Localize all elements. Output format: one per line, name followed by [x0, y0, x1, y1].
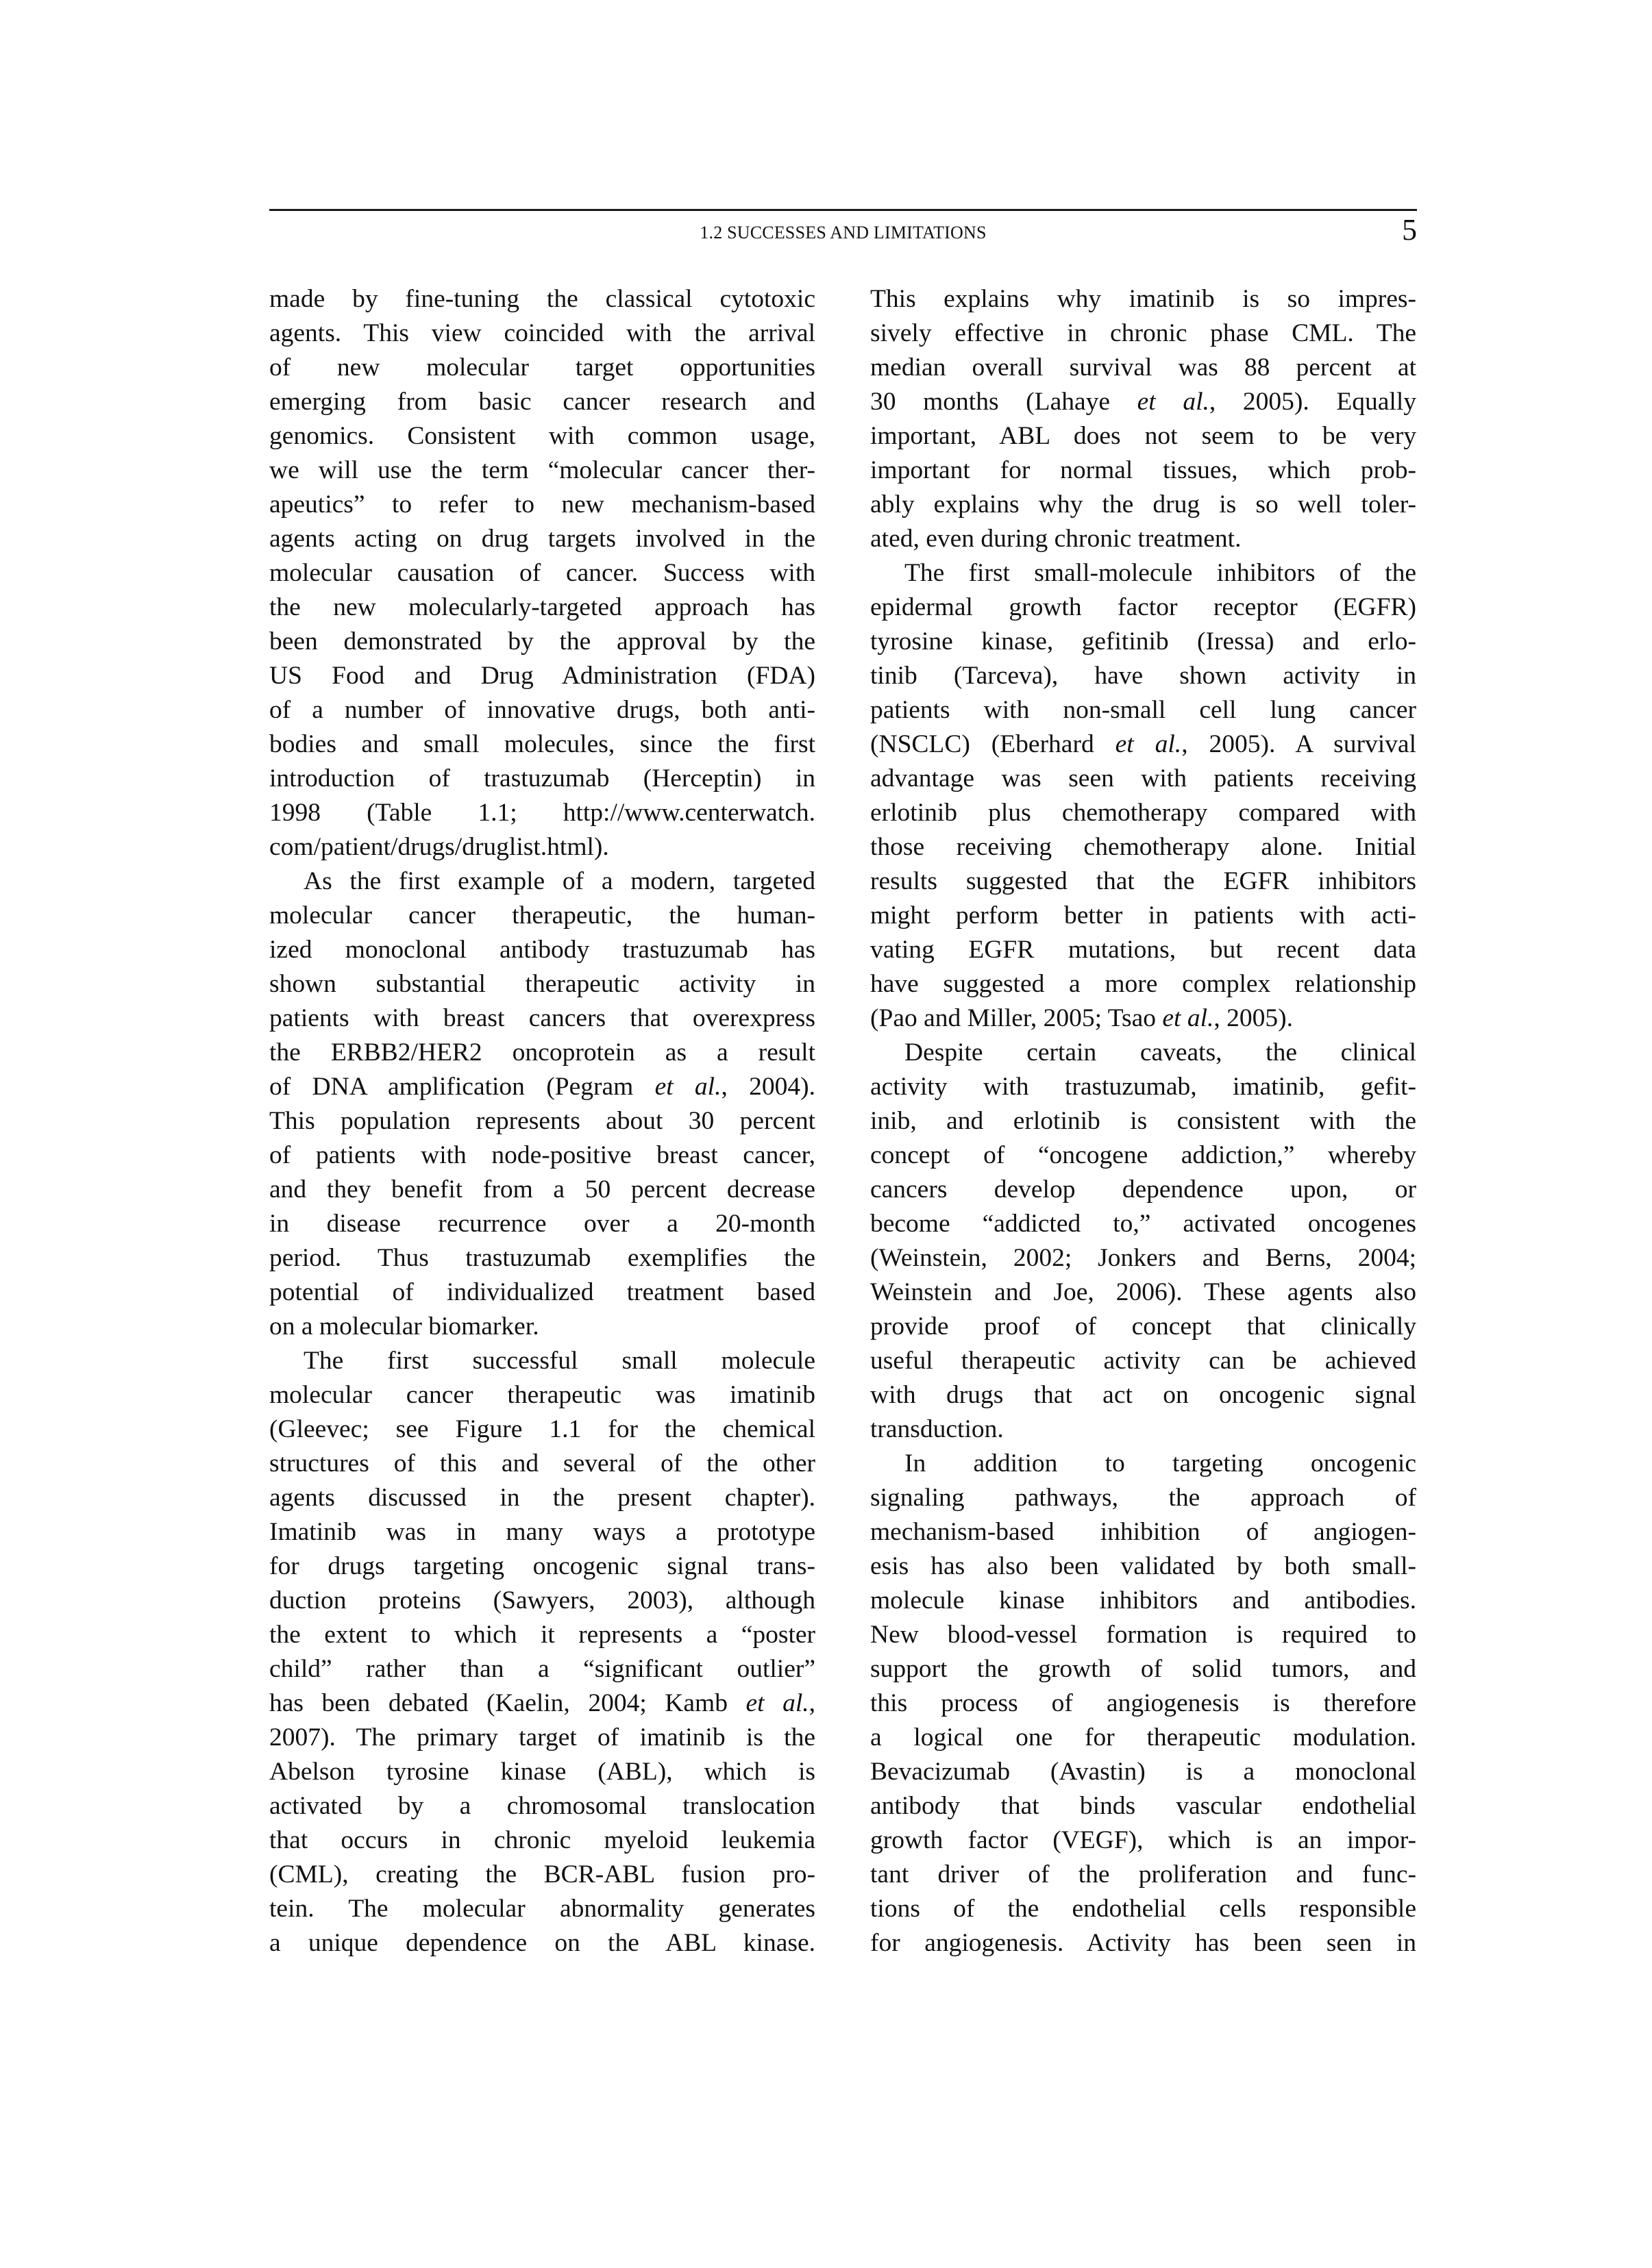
- text-line: growth factor (VEGF), which is an impor-: [870, 1826, 1416, 1854]
- text-line: transduction.: [870, 1415, 1004, 1443]
- text-line: tinib (Tarceva), have shown activity in: [870, 662, 1416, 690]
- text-line: important for normal tissues, which prob-: [870, 456, 1416, 484]
- text-line: results suggested that the EGFR inhibitors: [870, 867, 1416, 895]
- text-line: inib, and erlotinib is consistent with the: [870, 1107, 1416, 1135]
- text-line: tant driver of the proliferation and func-: [870, 1860, 1416, 1889]
- text-line: apeutics” to refer to new mechanism-based: [269, 490, 815, 519]
- italic-text: et al.: [1115, 730, 1182, 758]
- text-line: this process of angiogenesis is therefore: [870, 1689, 1416, 1717]
- text-line: com/patient/drugs/druglist.html).: [269, 833, 609, 861]
- text-line: (CML), creating the BCR-ABL fusion pro-: [269, 1860, 815, 1889]
- text-line: a unique dependence on the ABL kinase.: [269, 1929, 815, 1957]
- text-line: 1998 (Table 1.1; http://www.centerwatch.: [269, 799, 815, 827]
- text-line: of new molecular target opportunities: [269, 353, 815, 382]
- text-line: provide proof of concept that clinically: [870, 1312, 1416, 1341]
- text-line: ated, even during chronic treatment.: [870, 525, 1242, 553]
- text-line: bodies and small molecules, since the first: [269, 730, 815, 758]
- text-line: cancers develop dependence upon, or: [870, 1175, 1416, 1204]
- text-line: for drugs targeting oncogenic signal trans-: [269, 1552, 815, 1580]
- page-number: 5: [1402, 213, 1417, 247]
- text-line: a logical one for therapeutic modulation.: [870, 1723, 1416, 1752]
- text-line: Abelson tyrosine kinase (ABL), which is: [269, 1758, 815, 1786]
- text-line: Bevacizumab (Avastin) is a monoclonal: [870, 1758, 1416, 1786]
- text-line: period. Thus trastuzumab exemplifies the: [269, 1244, 815, 1272]
- text-line: As the first example of a modern, targeted: [304, 867, 815, 895]
- text-line: sively effective in chronic phase CML. The: [870, 319, 1416, 347]
- text-line: activity with trastuzumab, imatinib, gefit-: [870, 1073, 1416, 1101]
- text-line: This population represents about 30 percent: [269, 1107, 815, 1135]
- text-line: antibody that binds vascular endothelial: [870, 1792, 1416, 1820]
- text-line: of a number of innovative drugs, both anti-: [269, 696, 815, 724]
- text-line: (NSCLC) (Eberhard et al., 2005). A survival: [870, 730, 1416, 758]
- text-line: for angiogenesis. Activity has been seen in: [870, 1929, 1416, 1957]
- text-line: mechanism-based inhibition of angiogen-: [870, 1518, 1416, 1546]
- text-line: on a molecular biomarker.: [269, 1312, 539, 1341]
- text-line: of patients with node-positive breast cancer,: [269, 1141, 815, 1169]
- italic-text: et al.: [654, 1073, 722, 1101]
- text-line: emerging from basic cancer research and: [269, 388, 815, 416]
- text-line: structures of this and several of the other: [269, 1449, 815, 1478]
- italic-text: et al.: [745, 1689, 809, 1717]
- text-line: has been debated (Kaelin, 2004; Kamb et al.,: [269, 1689, 816, 1717]
- text-line: support the growth of solid tumors, and: [870, 1655, 1416, 1683]
- text-line: duction proteins (Sawyers, 2003), although: [269, 1586, 815, 1615]
- italic-text: et al.: [1137, 388, 1209, 416]
- text-line: child” rather than a “significant outlier”: [269, 1655, 815, 1683]
- text-line: been demonstrated by the approval by the: [269, 627, 815, 656]
- text-line: concept of “oncogene addiction,” whereby: [870, 1141, 1416, 1169]
- text-line: with drugs that act on oncogenic signal: [870, 1381, 1416, 1409]
- text-line: tions of the endothelial cells responsible: [870, 1895, 1416, 1923]
- text-line: In addition to targeting oncogenic: [904, 1449, 1416, 1478]
- text-line: the extent to which it represents a “poster: [269, 1621, 815, 1649]
- text-line: introduction of trastuzumab (Herceptin) in: [269, 764, 815, 793]
- text-line: agents. This view coincided with the arrival: [269, 319, 815, 347]
- text-line: we will use the term “molecular cancer ther-: [269, 456, 815, 484]
- text-line: Imatinib was in many ways a prototype: [269, 1518, 815, 1546]
- text-line: in disease recurrence over a 20-month: [269, 1210, 815, 1238]
- text-line: potential of individualized treatment based: [269, 1278, 815, 1306]
- text-line: shown substantial therapeutic activity in: [269, 970, 815, 998]
- text-line: those receiving chemotherapy alone. Initial: [870, 833, 1416, 861]
- text-line: vating EGFR mutations, but recent data: [870, 936, 1416, 964]
- text-line: patients with breast cancers that overexpress: [269, 1004, 815, 1032]
- text-line: New blood-vessel formation is required to: [870, 1621, 1416, 1649]
- text-line: the new molecularly-targeted approach has: [269, 593, 815, 621]
- text-line: advantage was seen with patients receiving: [870, 764, 1416, 793]
- text-line: 30 months (Lahaye et al., 2005). Equally: [870, 388, 1416, 416]
- text-line: patients with non-small cell lung cancer: [870, 696, 1416, 724]
- text-line: of DNA amplification (Pegram et al., 2004).: [269, 1073, 815, 1101]
- text-line: molecular cancer therapeutic, the human-: [269, 901, 815, 930]
- text-line: tein. The molecular abnormality generates: [269, 1895, 815, 1923]
- text-line: tyrosine kinase, gefitinib (Iressa) and erlo-: [870, 627, 1416, 656]
- text-line: (Pao and Miller, 2005; Tsao et al., 2005).: [870, 1004, 1293, 1032]
- text-line: The first small-molecule inhibitors of the: [904, 559, 1416, 587]
- header-rule: [269, 209, 1417, 211]
- text-line: made by fine-tuning the classical cytotoxic: [269, 285, 815, 313]
- text-line: ized monoclonal antibody trastuzumab has: [269, 936, 815, 964]
- text-line: erlotinib plus chemotherapy compared with: [870, 799, 1416, 827]
- text-line: (Gleevec; see Figure 1.1 for the chemical: [269, 1415, 815, 1443]
- text-line: The first successful small molecule: [304, 1347, 815, 1375]
- text-line: 2007). The primary target of imatinib is the: [269, 1723, 815, 1752]
- text-line: have suggested a more complex relationship: [870, 970, 1416, 998]
- text-line: Weinstein and Joe, 2006). These agents also: [870, 1278, 1416, 1306]
- running-head: 1.2 SUCCESSES AND LIMITATIONS: [700, 223, 987, 242]
- text-line: agents acting on drug targets involved in the: [269, 525, 815, 553]
- text-line: that occurs in chronic myeloid leukemia: [269, 1826, 815, 1854]
- text-line: US Food and Drug Administration (FDA): [269, 662, 815, 690]
- text-line: median overall survival was 88 percent at: [870, 353, 1416, 382]
- text-line: ably explains why the drug is so well toler-: [870, 490, 1416, 519]
- left-column: [269, 282, 815, 1960]
- text-line: agents discussed in the present chapter).: [269, 1484, 815, 1512]
- text-line: important, ABL does not seem to be very: [870, 422, 1416, 450]
- text-line: signaling pathways, the approach of: [870, 1484, 1416, 1512]
- text-line: esis has also been validated by both small-: [870, 1552, 1416, 1580]
- text-line: molecule kinase inhibitors and antibodies.: [870, 1586, 1416, 1615]
- text-line: activated by a chromosomal translocation: [269, 1792, 815, 1820]
- text-line: become “addicted to,” activated oncogenes: [870, 1210, 1416, 1238]
- text-line: molecular cancer therapeutic was imatinib: [269, 1381, 815, 1409]
- text-line: epidermal growth factor receptor (EGFR): [870, 593, 1416, 621]
- text-line: Despite certain caveats, the clinical: [904, 1038, 1416, 1067]
- text-line: might perform better in patients with acti-: [870, 901, 1416, 930]
- text-line: This explains why imatinib is so impres-: [870, 285, 1416, 313]
- text-line: and they benefit from a 50 percent decrease: [269, 1175, 815, 1204]
- italic-text: et al.: [1162, 1004, 1214, 1032]
- text-line: molecular causation of cancer. Success with: [269, 559, 815, 587]
- right-column: [870, 282, 1416, 1960]
- text-line: (Weinstein, 2002; Jonkers and Berns, 2004;: [870, 1244, 1416, 1272]
- text-line: genomics. Consistent with common usage,: [269, 422, 815, 450]
- text-line: the ERBB2/HER2 oncoprotein as a result: [269, 1038, 815, 1067]
- text-line: useful therapeutic activity can be achieved: [870, 1347, 1416, 1375]
